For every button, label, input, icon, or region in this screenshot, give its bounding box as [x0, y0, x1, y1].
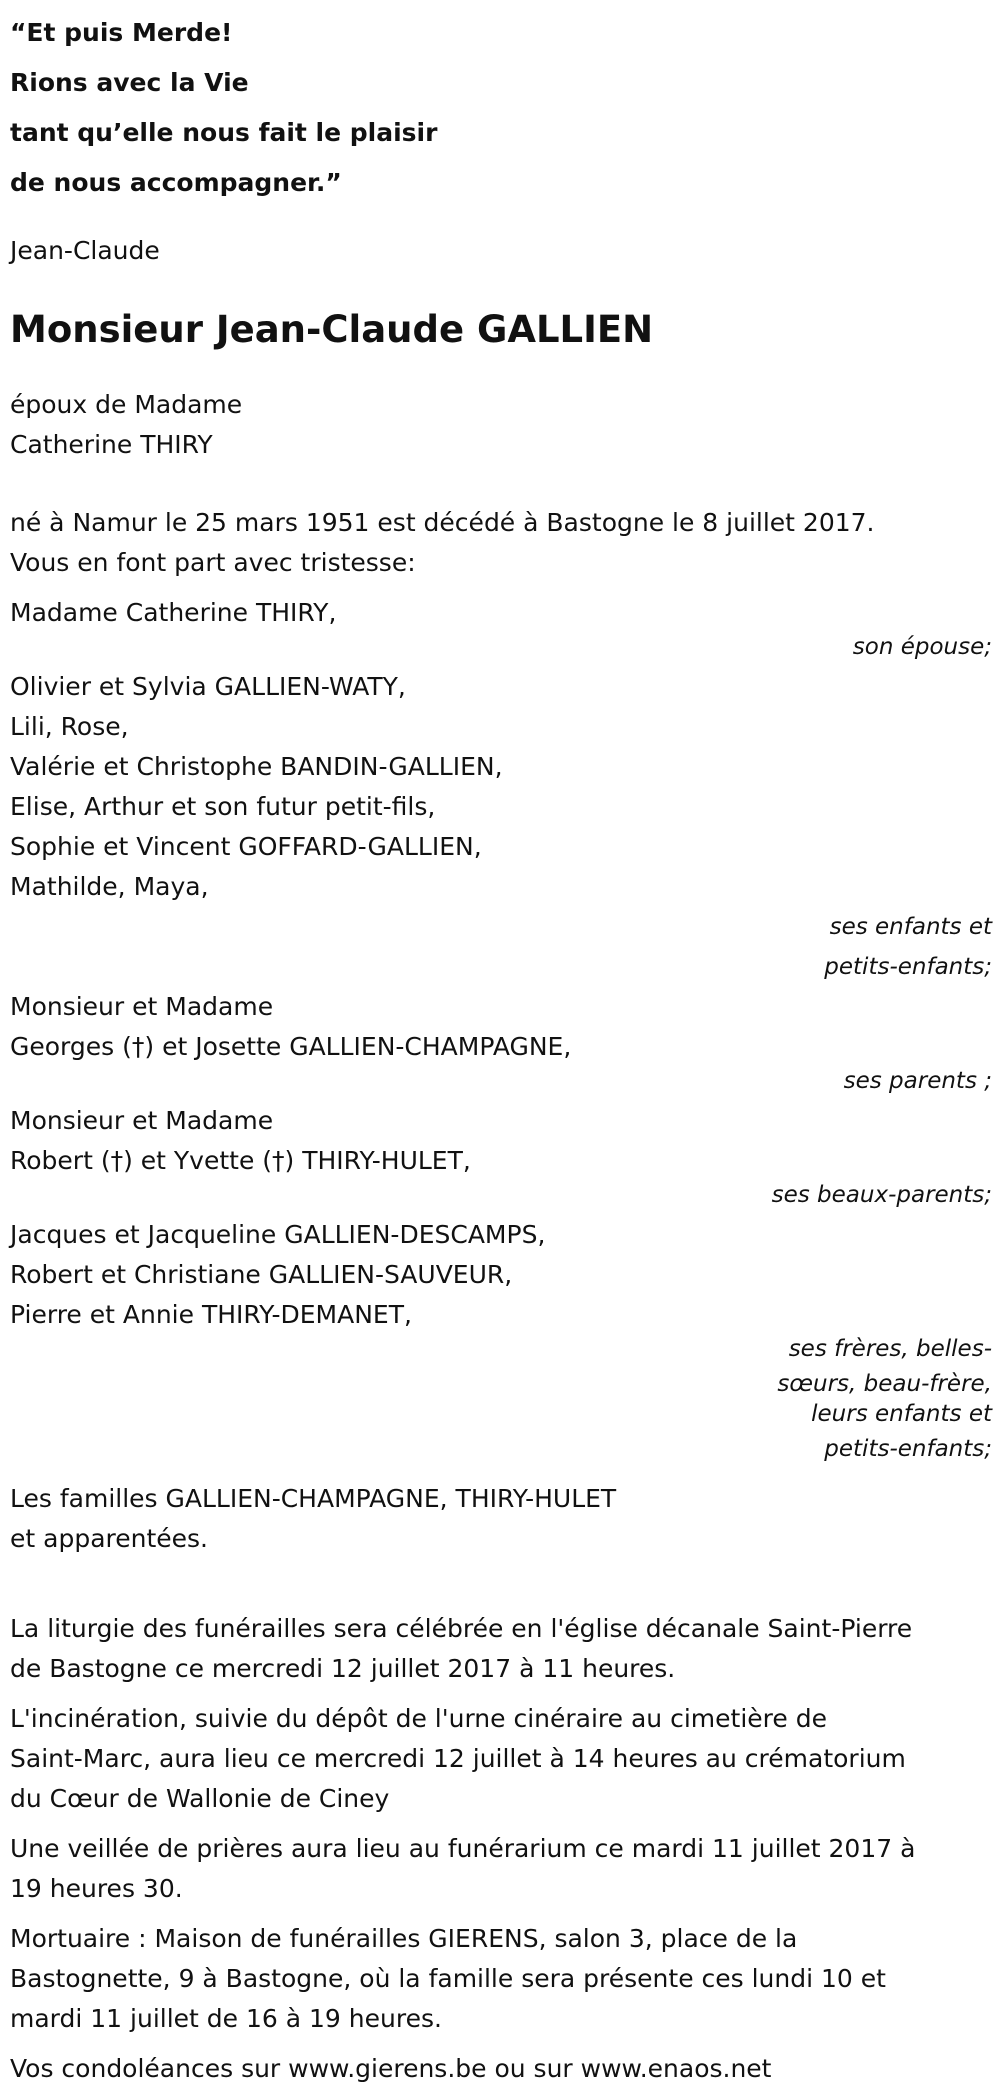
mourner-name: Jacques et Jacqueline GALLIEN-DESCAMPS,: [10, 1220, 546, 1249]
info-line: du Cœur de Wallonie de Ciney: [10, 1784, 390, 1813]
relation-label: petits-enfants;: [824, 954, 992, 980]
mourner-name: Olivier et Sylvia GALLIEN-WATY,: [10, 672, 406, 701]
group-parents: [10, 987, 990, 1101]
group-families: [10, 1479, 990, 1559]
mourner-name: Pierre et Annie THIRY-DEMANET,: [10, 1300, 412, 1329]
info-line: Une veillée de prières aura lieu au funérarium ce mardi 11 juillet 2017 à: [10, 1834, 916, 1863]
mourner-name: Lili, Rose,: [10, 712, 129, 741]
mourner-name: Sophie et Vincent GOFFARD-GALLIEN,: [10, 832, 482, 861]
mourner-name: Georges (†) et Josette GALLIEN-CHAMPAGNE,: [10, 1032, 572, 1061]
group-in-laws: [10, 1101, 990, 1215]
spouse-line: Catherine THIRY: [10, 430, 213, 459]
quote-signature: Jean-Claude: [10, 236, 160, 265]
mourner-name: Monsieur et Madame: [10, 1106, 274, 1135]
quote-line: tant qu’elle nous fait le plaisir: [10, 118, 438, 147]
mourner-name: Mathilde, Maya,: [10, 872, 209, 901]
family-line: et apparentées.: [10, 1524, 208, 1553]
info-line: mardi 11 juillet de 16 à 19 heures.: [10, 2004, 442, 2033]
condolences-paragraph: [10, 2049, 990, 2089]
funeral-info: [10, 1609, 990, 2089]
liturgy-paragraph: [10, 1609, 990, 1689]
spouse-line: époux de Madame: [10, 390, 243, 419]
quote-line: Rions avec la Vie: [10, 68, 249, 97]
mourner-name: Monsieur et Madame: [10, 992, 274, 1021]
relation-label: ses parents ;: [843, 1068, 992, 1094]
mourner-name: Robert (†) et Yvette (†) THIRY-HULET,: [10, 1146, 471, 1175]
mortuary-paragraph: [10, 1919, 990, 2039]
announcement-line: Vous en font part avec tristesse:: [10, 548, 416, 577]
quote-line: de nous accompagner.”: [10, 168, 342, 197]
quote-line: “Et puis Merde!: [10, 18, 233, 47]
info-line: La liturgie des funérailles sera célébrée en l'église décanale Saint-Pierre: [10, 1614, 913, 1643]
mourner-name: Elise, Arthur et son futur petit-fils,: [10, 792, 436, 821]
group-children: [10, 667, 990, 987]
info-line: de Bastogne ce mercredi 12 juillet 2017 à 11 heures.: [10, 1654, 676, 1683]
mourner-name: Madame Catherine THIRY,: [10, 598, 337, 627]
group-spouse: [10, 593, 990, 667]
vigil-paragraph: [10, 1829, 990, 1909]
info-line: Bastognette, 9 à Bastogne, où la famille sera présente ces lundi 10 et: [10, 1964, 886, 1993]
relation-label: ses beaux-parents;: [771, 1182, 992, 1208]
info-line: Mortuaire : Maison de funérailles GIERENS, salon 3, place de la: [10, 1924, 798, 1953]
info-line: Saint-Marc, aura lieu ce mercredi 12 juillet à 14 heures au crématorium: [10, 1744, 906, 1773]
info-line: 19 heures 30.: [10, 1874, 183, 1903]
relation-label: leurs enfants et: [811, 1401, 992, 1427]
spouse-of: [10, 385, 990, 465]
info-line: Vos condoléances sur www.gierens.be ou sur www.enaos.net: [10, 2054, 772, 2083]
incineration-paragraph: [10, 1699, 990, 1819]
birth-death-line: né à Namur le 25 mars 1951 est décédé à Bastogne le 8 juillet 2017.: [10, 508, 875, 537]
relation-label: ses enfants et: [829, 914, 992, 940]
info-line: L'incinération, suivie du dépôt de l'urne cinéraire au cimetière de: [10, 1704, 827, 1733]
relation-label: sœurs, beau-frère,: [777, 1371, 992, 1397]
deceased-name: Monsieur Jean-Claude GALLIEN: [10, 308, 654, 351]
obituary-notice: [10, 0, 990, 2089]
mourner-name: Valérie et Christophe BANDIN-GALLIEN,: [10, 752, 503, 781]
relation-label: ses frères, belles-: [788, 1336, 992, 1362]
opening-quote: [10, 8, 990, 208]
group-siblings: [10, 1215, 990, 1469]
mourner-name: Robert et Christiane GALLIEN-SAUVEUR,: [10, 1260, 513, 1289]
relation-label: son épouse;: [852, 634, 992, 660]
relation-label: petits-enfants;: [824, 1436, 992, 1462]
family-line: Les familles GALLIEN-CHAMPAGNE, THIRY-HULET: [10, 1484, 617, 1513]
